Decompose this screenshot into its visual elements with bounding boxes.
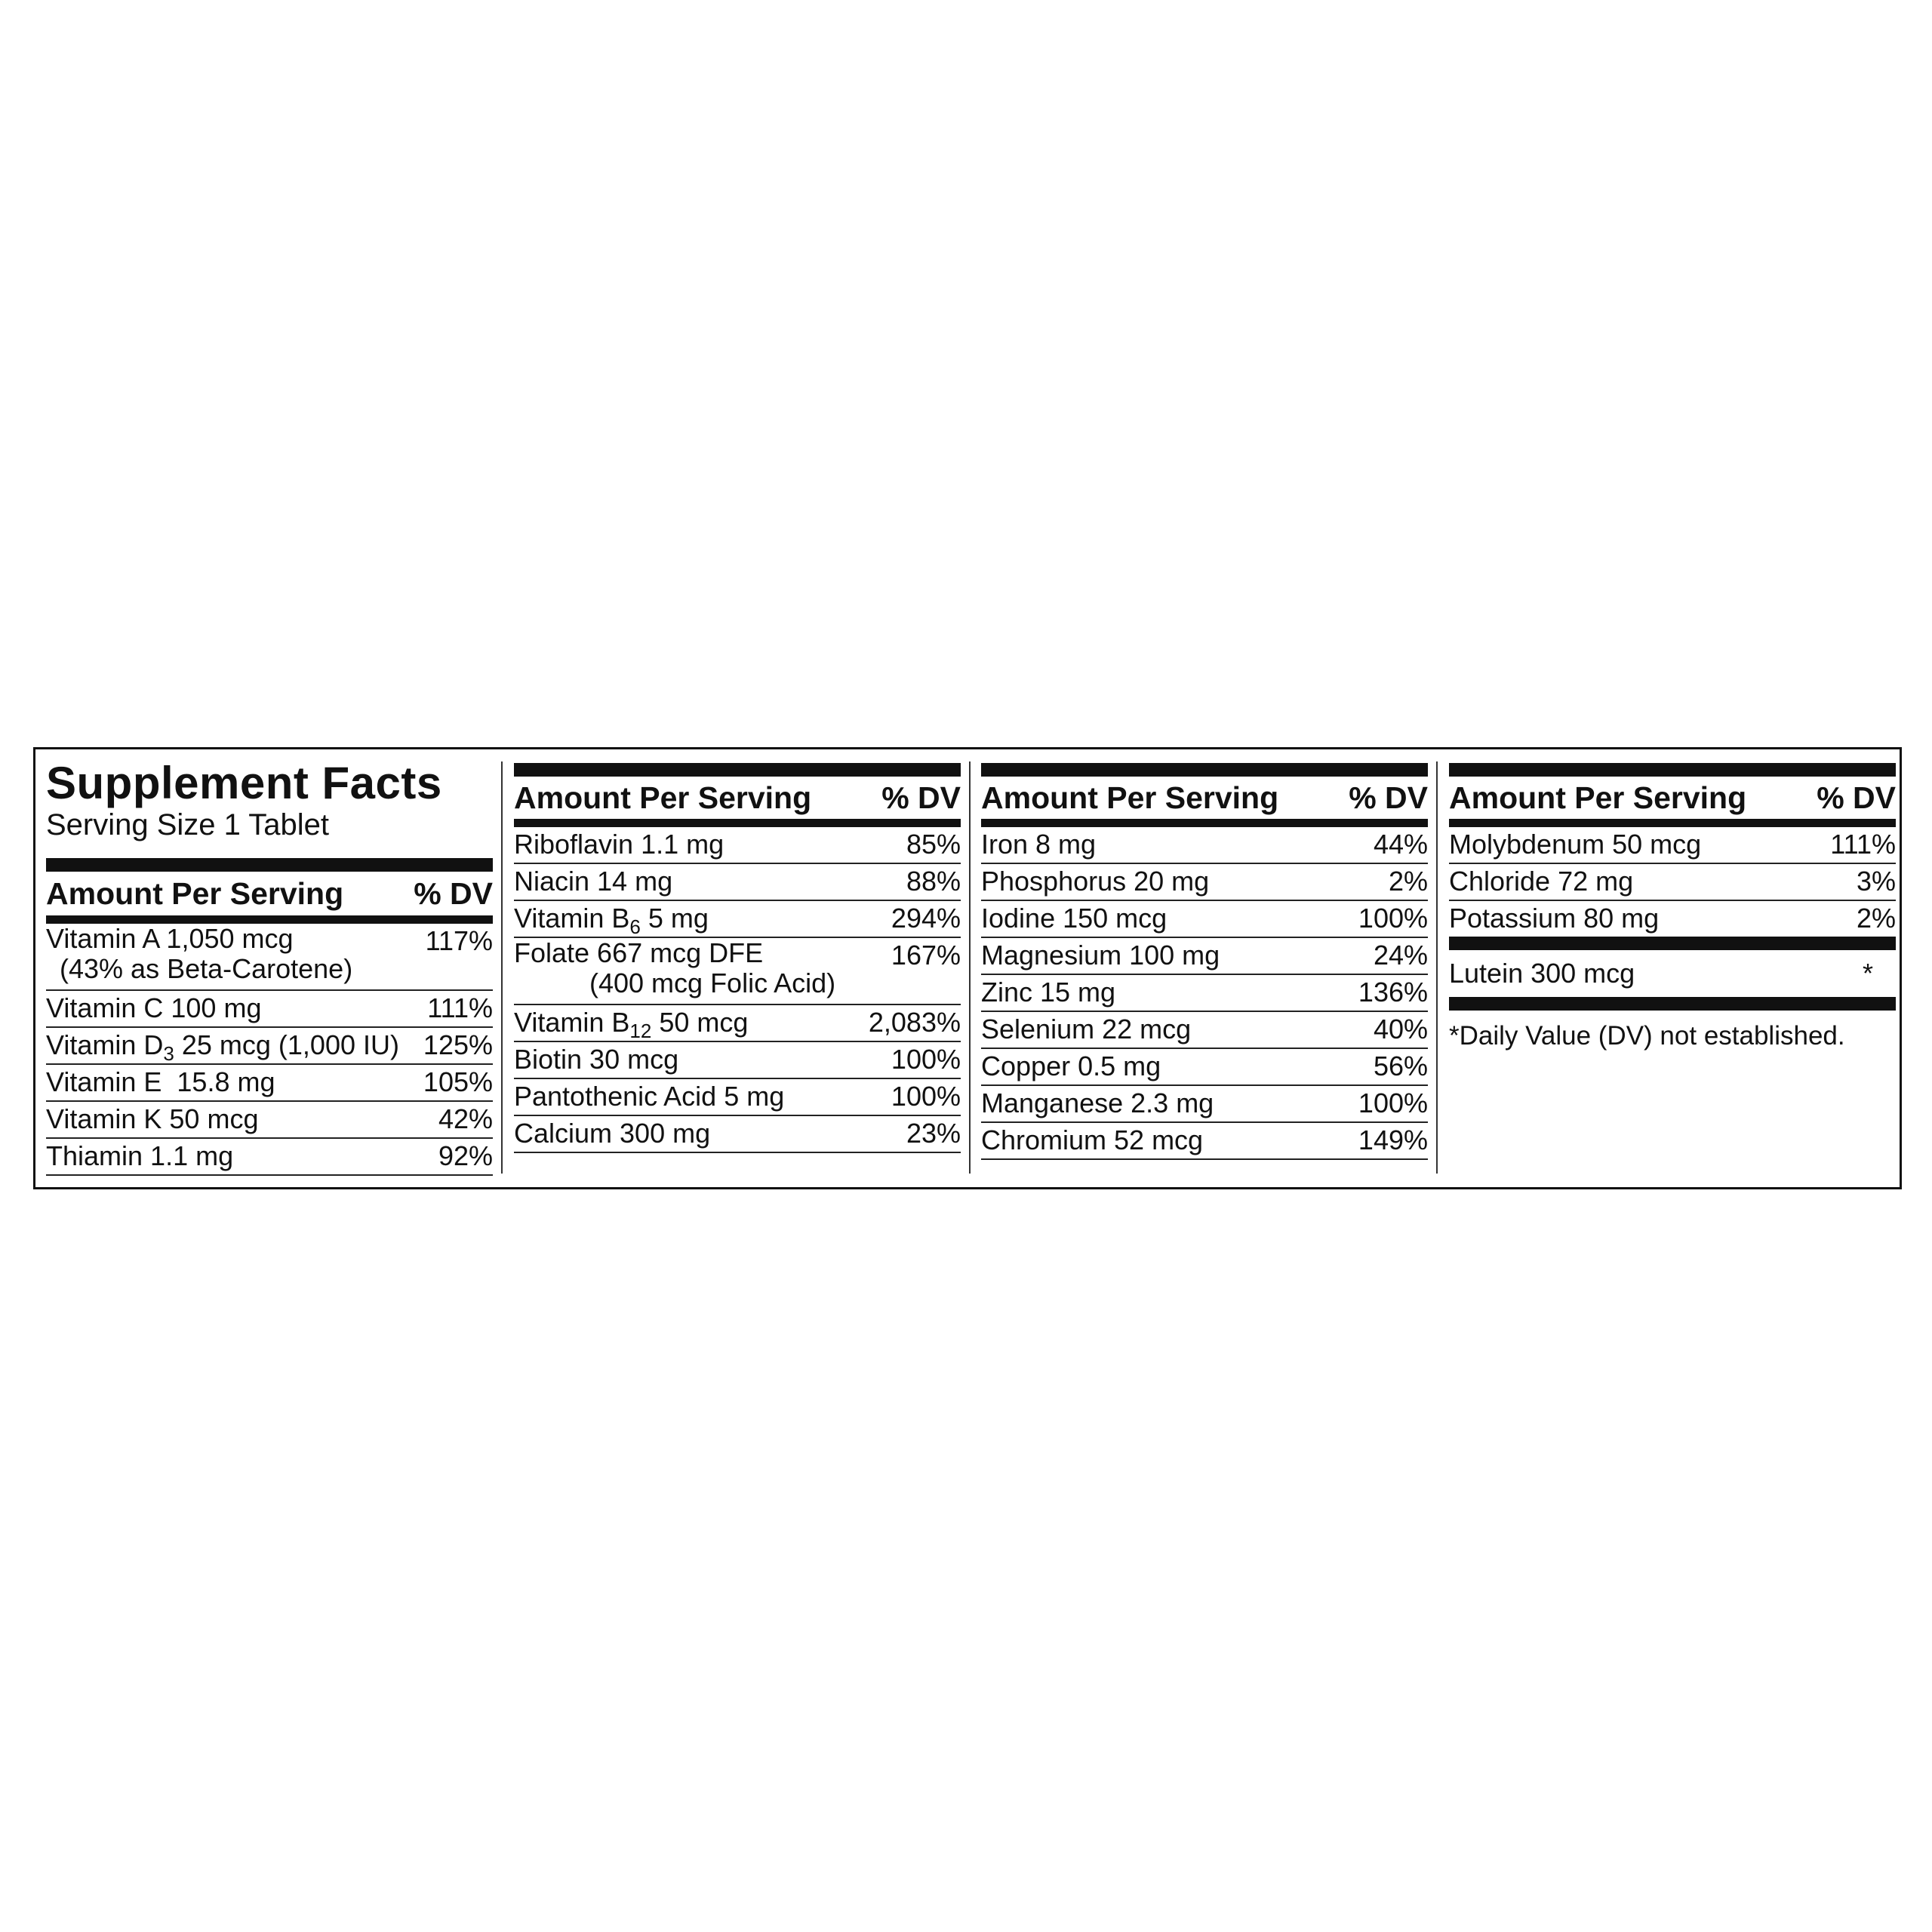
nutrient-row (514, 1116, 961, 1153)
column-divider (501, 761, 503, 1174)
nutrient-name: Vitamin $B_6$ 5 mg (514, 903, 709, 938)
nutrient-dv: 42% (438, 1103, 493, 1134)
dv-label: % DV (1817, 780, 1896, 815)
thick-rule (46, 858, 493, 872)
nutrient-name: Thiamin 1.1 mg (46, 1140, 234, 1171)
nutrient-dv: 92% (438, 1140, 493, 1171)
nutrient-row (1449, 864, 1896, 901)
nutrient-name: Phosphorus 20 mg (981, 866, 1210, 897)
serving-size: Serving Size 1 Tablet (46, 808, 330, 841)
facts-column-2 (514, 761, 961, 1153)
nutrient-row (981, 975, 1428, 1012)
amount-per-serving-label: Amount Per Serving (514, 780, 812, 815)
nutrient-row (981, 864, 1428, 901)
nutrient-name: Molybdenum 50 mcg (1449, 829, 1702, 860)
nutrient-row (46, 991, 493, 1028)
thick-rule (514, 763, 961, 777)
nutrient-dv: 100% (891, 1044, 961, 1075)
nutrient-dv: 136% (1358, 977, 1428, 1008)
nutrient-row-lutein (1449, 950, 1896, 997)
nutrient-row (981, 1049, 1428, 1086)
nutrient-name: Chloride 72 mg (1449, 866, 1634, 897)
thick-rule (1449, 763, 1896, 777)
nutrient-name: Vitamin $B_{12}$ 50 mcg (514, 1007, 749, 1042)
nutrient-name: Biotin 30 mcg (514, 1044, 679, 1075)
nutrient-row (46, 1065, 493, 1102)
facts-column-3 (981, 761, 1428, 1160)
nutrient-name: Niacin 14 mg (514, 866, 673, 897)
nutrient-row (514, 864, 961, 901)
nutrient-name: Potassium 80 mg (1449, 903, 1660, 934)
nutrient-dv: 2% (1856, 903, 1896, 934)
nutrient-row (514, 1079, 961, 1116)
nutrient-name: Magnesium 100 mg (981, 940, 1220, 971)
panel-title: Supplement Facts (46, 758, 442, 808)
nutrient-row (46, 924, 493, 991)
column-divider (969, 761, 971, 1174)
nutrient-dv: 167% (891, 940, 961, 971)
amount-per-serving-label: Amount Per Serving (1449, 780, 1747, 815)
nutrient-dv: 56% (1373, 1051, 1428, 1081)
nutrient-name: Riboflavin 1.1 mg (514, 829, 724, 860)
nutrient-name: Manganese 2.3 mg (981, 1088, 1214, 1118)
nutrient-dv: 24% (1373, 940, 1428, 971)
amount-per-serving-label: Amount Per Serving (981, 780, 1279, 815)
nutrient-dv: 100% (1358, 1088, 1428, 1118)
nutrient-dv: 23% (906, 1118, 961, 1149)
supplement-facts-panel (33, 747, 1902, 1189)
nutrient-row (514, 901, 961, 938)
nutrient-name: Iodine 150 mcg (981, 903, 1168, 934)
nutrient-name: Folate 667 mcg DFE (400 mcg Folic Acid) (514, 937, 836, 998)
medium-rule (1449, 819, 1896, 827)
nutrient-row (514, 1042, 961, 1079)
nutrient-dv: 105% (423, 1066, 493, 1097)
nutrient-name: Chromium 52 mcg (981, 1124, 1204, 1155)
thick-rule (1449, 937, 1896, 950)
nutrient-dv: 85% (906, 829, 961, 860)
thick-rule (1449, 997, 1896, 1011)
nutrient-row (46, 1139, 493, 1176)
nutrient-row (46, 1102, 493, 1139)
nutrient-dv: 111% (1830, 829, 1896, 860)
column-header (981, 777, 1428, 819)
nutrient-name: Vitamin E 15.8 mg (46, 1066, 275, 1097)
amount-per-serving-label: Amount Per Serving (46, 875, 344, 911)
dv-label: % DV (414, 875, 493, 911)
column-header (46, 872, 493, 915)
thick-rule (981, 763, 1428, 777)
nutrient-dv: 294% (891, 903, 961, 934)
nutrient-row (1449, 827, 1896, 864)
facts-column-1 (46, 758, 493, 1176)
facts-column-4 (1449, 761, 1896, 1051)
nutrient-name: Vitamin $D_3$ 25 mcg (1,000 IU) (46, 1029, 399, 1065)
column-header (1449, 777, 1896, 819)
nutrient-dv: 40% (1373, 1014, 1428, 1044)
nutrient-name: Pantothenic Acid 5 mg (514, 1081, 785, 1112)
nutrient-row (514, 1005, 961, 1042)
nutrient-row (514, 827, 961, 864)
nutrient-dv: 125% (423, 1029, 493, 1060)
nutrient-row (981, 1123, 1428, 1160)
nutrient-dv: 149% (1358, 1124, 1428, 1155)
nutrient-row (514, 938, 961, 1005)
nutrient-name: Vitamin A 1,050 mcg (43% as Beta-Carotene) (46, 923, 353, 984)
nutrient-dv: 3% (1856, 866, 1896, 897)
nutrient-name: Vitamin K 50 mcg (46, 1103, 259, 1134)
nutrient-row (981, 827, 1428, 864)
nutrient-dv: * (1862, 958, 1873, 989)
nutrient-name: Selenium 22 mcg (981, 1014, 1192, 1044)
nutrient-dv: 111% (427, 992, 493, 1023)
nutrient-dv: 88% (906, 866, 961, 897)
nutrient-dv: 2% (1388, 866, 1428, 897)
nutrient-name: Copper 0.5 mg (981, 1051, 1161, 1081)
medium-rule (981, 819, 1428, 827)
nutrient-dv: 117% (425, 925, 493, 956)
nutrient-row (1449, 901, 1896, 937)
medium-rule (514, 819, 961, 827)
footnote: *Daily Value (DV) not established. (1449, 1021, 1845, 1051)
nutrient-name: Iron 8 mg (981, 829, 1097, 860)
nutrient-name: Vitamin C 100 mg (46, 992, 262, 1023)
nutrient-name: Lutein 300 mcg (1449, 958, 1635, 989)
nutrient-dv: 2,083% (868, 1007, 961, 1038)
dv-label: % DV (1349, 780, 1428, 815)
nutrient-row (981, 1086, 1428, 1123)
nutrient-name: Calcium 300 mg (514, 1118, 711, 1149)
dv-label: % DV (881, 780, 961, 815)
nutrient-row (981, 901, 1428, 938)
column-header (514, 777, 961, 819)
nutrient-dv: 100% (1358, 903, 1428, 934)
nutrient-row (981, 938, 1428, 975)
nutrient-row (46, 1028, 493, 1065)
nutrient-dv: 100% (891, 1081, 961, 1112)
nutrient-name: Zinc 15 mg (981, 977, 1116, 1008)
nutrient-dv: 44% (1373, 829, 1428, 860)
column-divider (1436, 761, 1438, 1174)
nutrient-row (981, 1012, 1428, 1049)
